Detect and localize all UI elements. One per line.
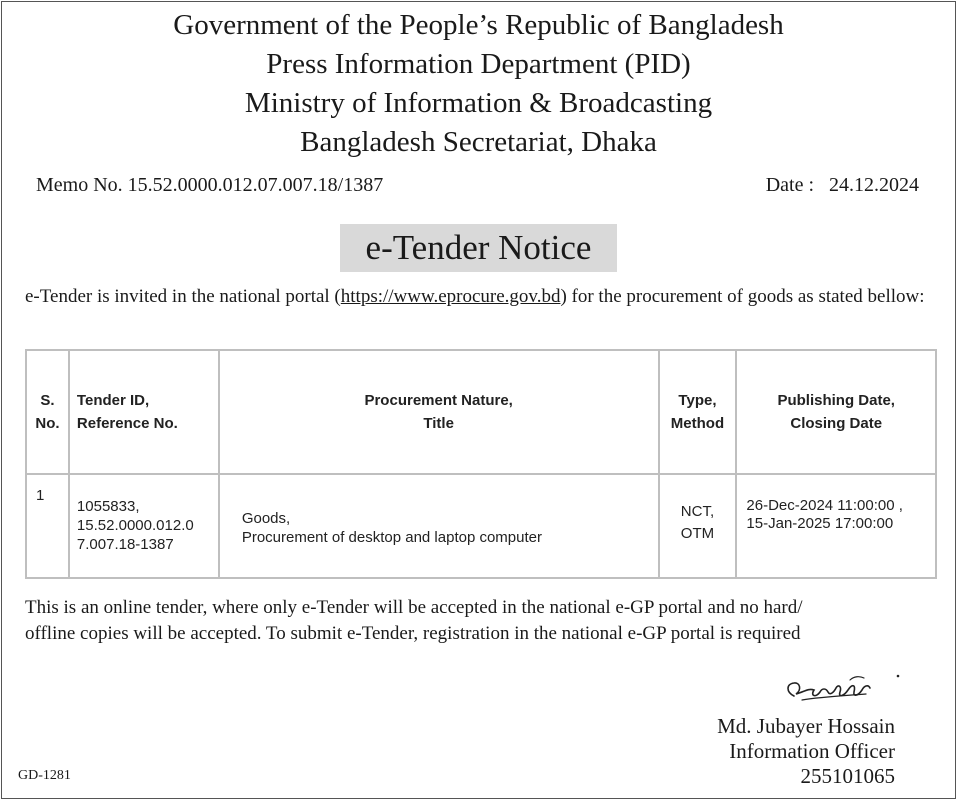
intro-paragraph [25, 284, 930, 310]
cell-sno: 1 [26, 474, 69, 578]
department-name: Press Information Department (PID) [266, 48, 691, 80]
instructions-line-2: offline copies will be accepted. To submit e-Tender, registration in the national e-GP portal is required [25, 623, 801, 644]
tender-table [25, 349, 937, 579]
header-tender-id: Tender ID, Reference No. [69, 350, 219, 474]
table-header-row [26, 350, 936, 474]
memo-date [766, 174, 919, 197]
header-procurement-nature: Procurement Nature, Title [219, 350, 659, 474]
government-name: Government of the People’s Republic of Bangladesh [173, 9, 784, 41]
signature-icon [780, 670, 910, 714]
gd-number: GD-1281 [18, 768, 71, 783]
cell-procurement-nature: Goods, Procurement of desktop and laptop computer [219, 474, 659, 578]
cell-tender-id: 1055833, 15.52.0000.012.0 7.007.18-1387 [69, 474, 219, 578]
eprocure-link[interactable]: https://www.eprocure.gov.bd [340, 286, 561, 307]
office-address: Bangladesh Secretariat, Dhaka [300, 126, 657, 158]
memo-number: Memo No. 15.52.0000.012.07.007.18/1387 [36, 174, 384, 196]
intro-text-before: e-Tender is invited in the national portal ( [25, 286, 341, 307]
ministry-name: Ministry of Information & Broadcasting [244, 87, 713, 119]
notice-page [1, 1, 956, 799]
signer-name: Md. Jubayer Hossain [717, 714, 895, 738]
date-label: Date : [765, 174, 814, 196]
header-sno: S. No. [26, 350, 69, 474]
header-type-method: Type, Method [659, 350, 737, 474]
notice-title: e-Tender Notice [340, 224, 617, 272]
date-value: 24.12.2024 [829, 174, 919, 196]
instructions-line-1: This is an online tender, where only e-Tender will be accepted in the national e-GP portal and no hard/ [25, 597, 803, 618]
header-dates: Publishing Date, Closing Date [736, 350, 936, 474]
signer-block [717, 714, 895, 789]
table-row [26, 474, 936, 578]
letterhead [2, 6, 955, 162]
intro-text-after: ) for the procurement of goods as stated bellow: [560, 286, 925, 307]
cell-type-method: NCT, OTM [659, 474, 737, 578]
instructions-paragraph [25, 595, 937, 647]
signer-designation: Information Officer [729, 739, 895, 763]
signer-phone: 255101065 [800, 764, 895, 788]
memo-row [36, 174, 919, 197]
cell-dates: 26-Dec-2024 11:00:00 , 15-Jan-2025 17:00:00 [736, 474, 936, 578]
